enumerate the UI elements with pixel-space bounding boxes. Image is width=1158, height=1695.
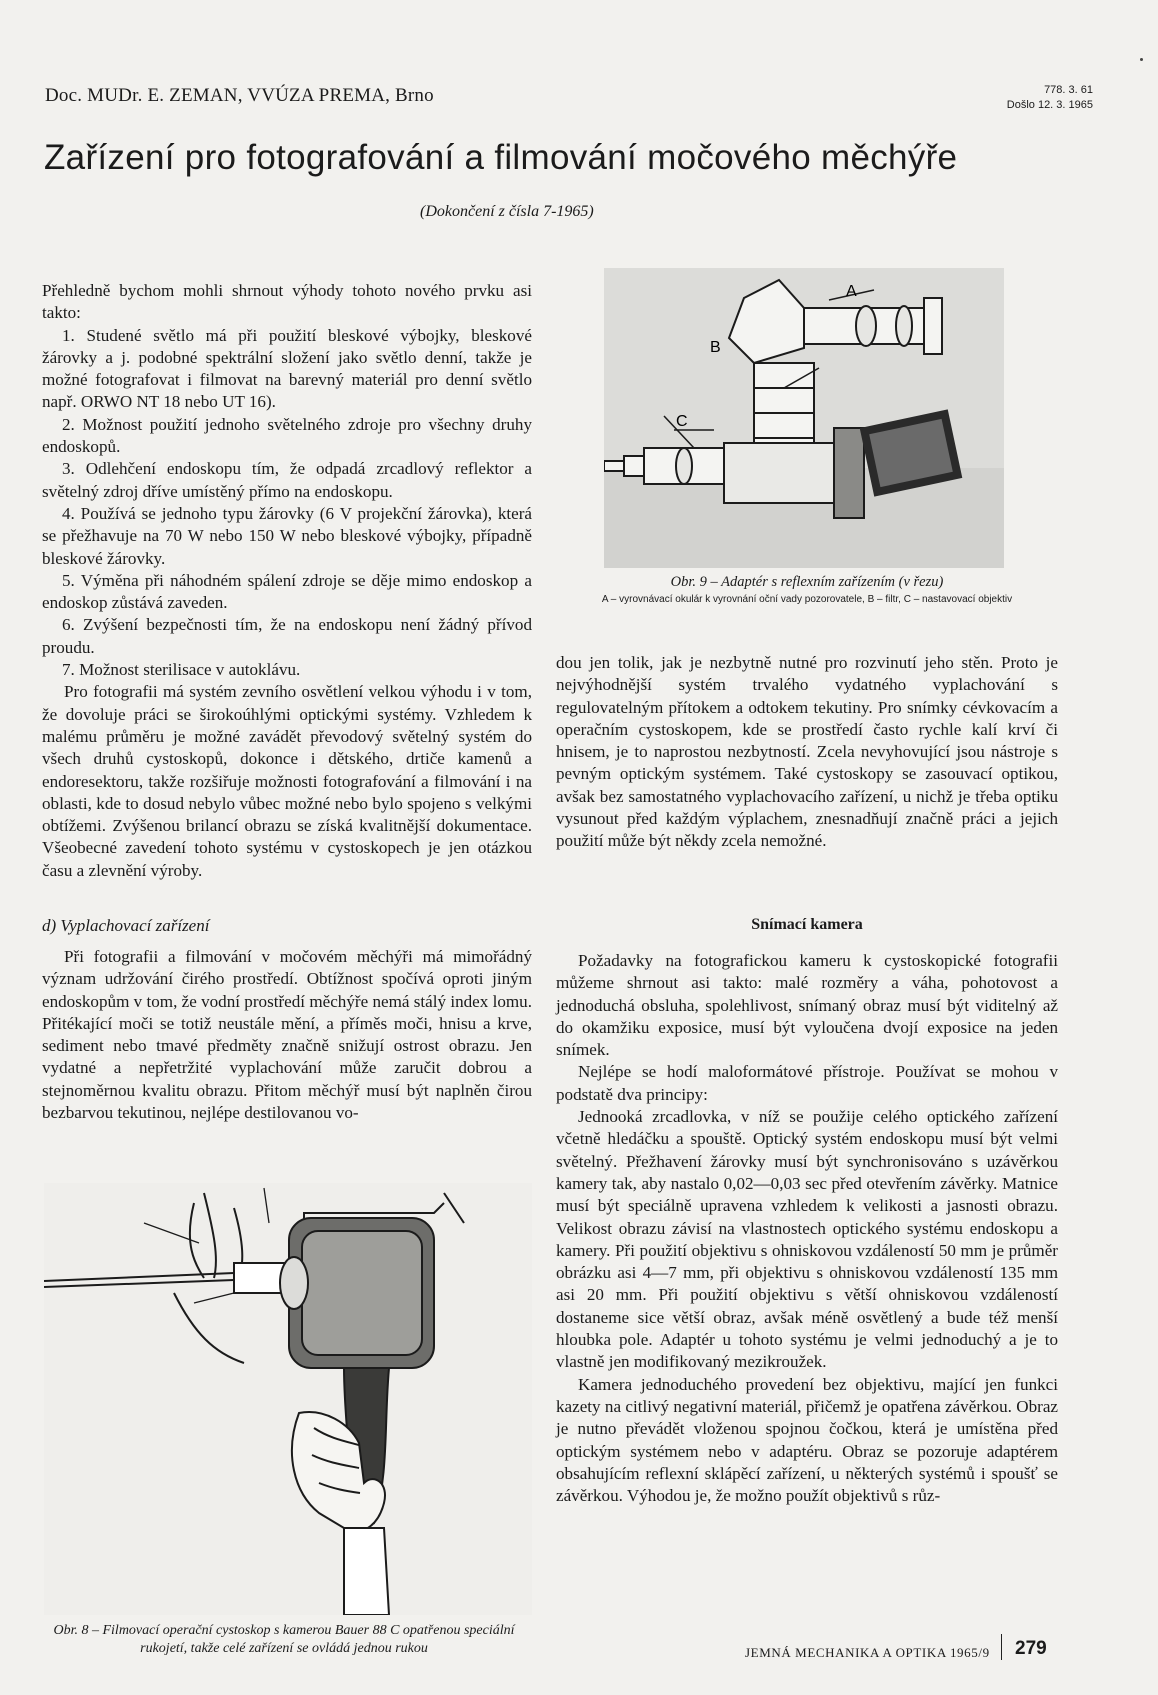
- advantage-item: 1. Studené světlo má při použití bleskové výbojky, bleskové žárovky a j. podobné spektrální složení jako světlo denní, takže je možné fotografovat i filmovat na barevný materiál pro denní světlo např. ORWO NT 18 nebo UT 16).: [42, 325, 532, 412]
- advantage-item: 4. Používá se jednoho typu žárovky (6 V projekční žárovka), která se přežhavuje na 70 W nebo 150 W nebo bleskové výbojky, případně bleskové žárovky.: [42, 503, 532, 568]
- figure-9-label-b: B: [710, 339, 721, 356]
- figure-8-cystoscope-drawing: [44, 1183, 532, 1615]
- heading-camera: Snímací kamera: [751, 916, 863, 933]
- left-column-top: [42, 280, 532, 882]
- author-line: Doc. MUDr. E. ZEMAN, VVÚZA PREMA, Brno: [45, 85, 434, 106]
- paragraph-camera-requirements: Požadavky na fotografickou kameru k cystoskopické fotografii můžeme shrnout asi takto: malé rozměry a váha, pohotovost a jednoduchá obsluha, spolehlivost, snímaný obraz musí být viditelný až do okamžiku exposice, musí být vyloučena dvojí exposice na jeden snímek.: [556, 951, 1058, 1060]
- advantage-item: 2. Možnost použití jednoho světelného zdroje pro všechny druhy endoskopů.: [42, 414, 532, 457]
- page-speck: [1140, 58, 1143, 61]
- paragraph-camera-principles: Nejlépe se hodí maloformátové přístroje. Používat se mohou v podstatě dva principy:: [556, 1062, 1058, 1104]
- article-title: Zařízení pro fotografování a filmování močového měchýře: [44, 138, 958, 177]
- article-meta: [953, 83, 1093, 113]
- advantage-item: 6. Zvýšení bezpečnosti tím, že na endoskopu není žádný přívod proudu.: [42, 615, 532, 657]
- figure-9-label-a: A: [846, 283, 857, 300]
- figure-9-label-c: C: [676, 413, 688, 430]
- subheading-rinsing: d) Vyplachovací zařízení: [42, 916, 210, 935]
- figure-9-legend: A – vyrovnávací okulár k vyrovnání oční vady pozorovatele, B – filtr, C – nastavovací objektiv: [601, 594, 1013, 605]
- figure-9-adapter-drawing: [604, 268, 1004, 568]
- right-column-camera: [556, 950, 1058, 1507]
- left-column-rinsing: [42, 946, 532, 1124]
- continuation-note: (Dokončení z čísla 7-1965): [420, 203, 594, 220]
- classification-code: 778. 3. 61: [1044, 84, 1093, 96]
- figure-8-caption: Obr. 8 – Filmovací operační cystoskop s kamerou Bauer 88 C opatřenou speciální rukojetí, takže celé zařízení se ovládá jednou rukou: [53, 1623, 515, 1656]
- received-date: Došlo 12. 3. 1965: [1006, 99, 1093, 111]
- advantages-intro: Přehledně bychom mohli shrnout výhody tohoto nového prvku asi takto:: [42, 281, 532, 323]
- paragraph-rinsing-continued: dou jen tolik, jak je nezbytně nutné pro rozvinutí jeho stěn. Proto je nejvýhodnější systém trvalého vydatného vyplachování s regulovatelným přítokem a odtokem tekutiny. Pro snímky cévkovacím a operačním cystoskopem, kde se prostředí často rychle kalí krví či hnisem, je to naprostou nezbytností. Zcela nevyhovující jsou nástroje s pevným optickým systémem. Také cystoskopy se zasouvací optikou, avšak bez samostatného vyplachovacího zařízení, u nichž je třeba optiku vysunout před každým výplachem, znesnadňují značně práci a jejich použití může být někdy zcela nemožné.: [556, 653, 1058, 851]
- paragraph-rinsing: Při fotografii a filmování v močovém měchýři má mimořádný význam udržování čirého prostředí. Obtížnost spočívá oproti jiným endoskopům v tom, že vodní prostředí měchýře nemá stálý index lomu. Přitékající moči se totiž neustále mění, a příměs moči, hnisu a krve, sediment nebo tmavé předměty značně snižují ostrost obrazu. Jen vydatné a nepřetržité vyplachování může zaručit dobrou a stejnoměrnou kvalitu obrazu. Přitom měchýř musí být naplněn čirou bezbarvou tekutinou, nejlépe destilovanou vo-: [42, 947, 532, 1123]
- advantage-item: 5. Výměna při náhodném spálení zdroje se děje mimo endoskop a endoskop zůstává zaveden.: [42, 570, 532, 613]
- right-column-top: [556, 652, 1058, 853]
- paragraph-slr: Jednooká zrcadlovka, v níž se použije celého optického zařízení včetně hledáčku a spouště. Optický systém endoskopu musí být velmi světelný. Přežhavení žárovky musí být synchronisováno s uzávěrkou kamery tak, aby nastalo 0,02—0,03 sec před otevřením závěrky. Matnice musí být speciálně upravena vzhledem k velikosti a jasnosti obrazu. Velikost obrazu závisí na vlastnostech optického systému endoskopu a kamery. Při použití objektivu s ohniskovou vzdáleností 50 mm je průměr obrázku asi 4—7 mm, při objektivu s ohniskovou vzdáleností 135 mm asi 20 mm. Při použití objektivu s větší ohniskovou vzdáleností dostaneme sice větší obraz, avšak méně osvětlený a bude též menší hloubka pole. Adaptér u tohoto systému je velmi jednoduchý a je to vlastně jen modifikovaný mezikroužek.: [556, 1107, 1058, 1372]
- paragraph-photography: Pro fotografii má systém zevního osvětlení velkou výhodu i v tom, že dovoluje práci se širokoúhlými optickými systémy. Vzhledem k malému průměru je možné zavádět převodový světelný systém do všech druhů cystoskopů, dokonce i dětského, drtiče kamenů a endoresektoru, takže rozšiřuje možnosti fotografování a filmování i na oblasti, kde to dosud nebylo vůbec možné nebo bylo spojeno s velkými obtížemi. Zvýšenou brilancí obrazu se získá kvalitnější dokumentace. Všeobecné zavedení tohoto systému v cystoskopech je jen otázkou času a zlevnění výroby.: [42, 682, 532, 880]
- figure-9-caption: Obr. 9 – Adaptér s reflexním zařízením (v řezu): [670, 574, 944, 590]
- footer-divider: [1001, 1634, 1002, 1660]
- page-number: 279: [1015, 1638, 1047, 1659]
- paragraph-simple-camera: Kamera jednoduchého provedení bez objektivu, mající jen funkci kazety na citlivý negativní materiál, přičemž je opatřena závěrkou. Obraz je nutno převádět vloženou spojnou čočkou, která je umístěna před optickým systémem nebo v adaptéru. Obraz se pozoruje adaptérem obsahujícím reflexní sklápěcí zařízení, u některých systémů i spoušť se závěrkou. Výhodou je, že možno použít objektivů s růz-: [556, 1374, 1058, 1506]
- advantage-item: 3. Odlehčení endoskopu tím, že odpadá zrcadlový reflektor a světelný zdroj dříve umístěný přímo na endoskopu.: [42, 459, 532, 501]
- advantage-item: 7. Možnost sterilisace v autoklávu.: [62, 660, 301, 680]
- journal-footer: JEMNÁ MECHANIKA A OPTIKA 1965/9: [745, 1645, 990, 1660]
